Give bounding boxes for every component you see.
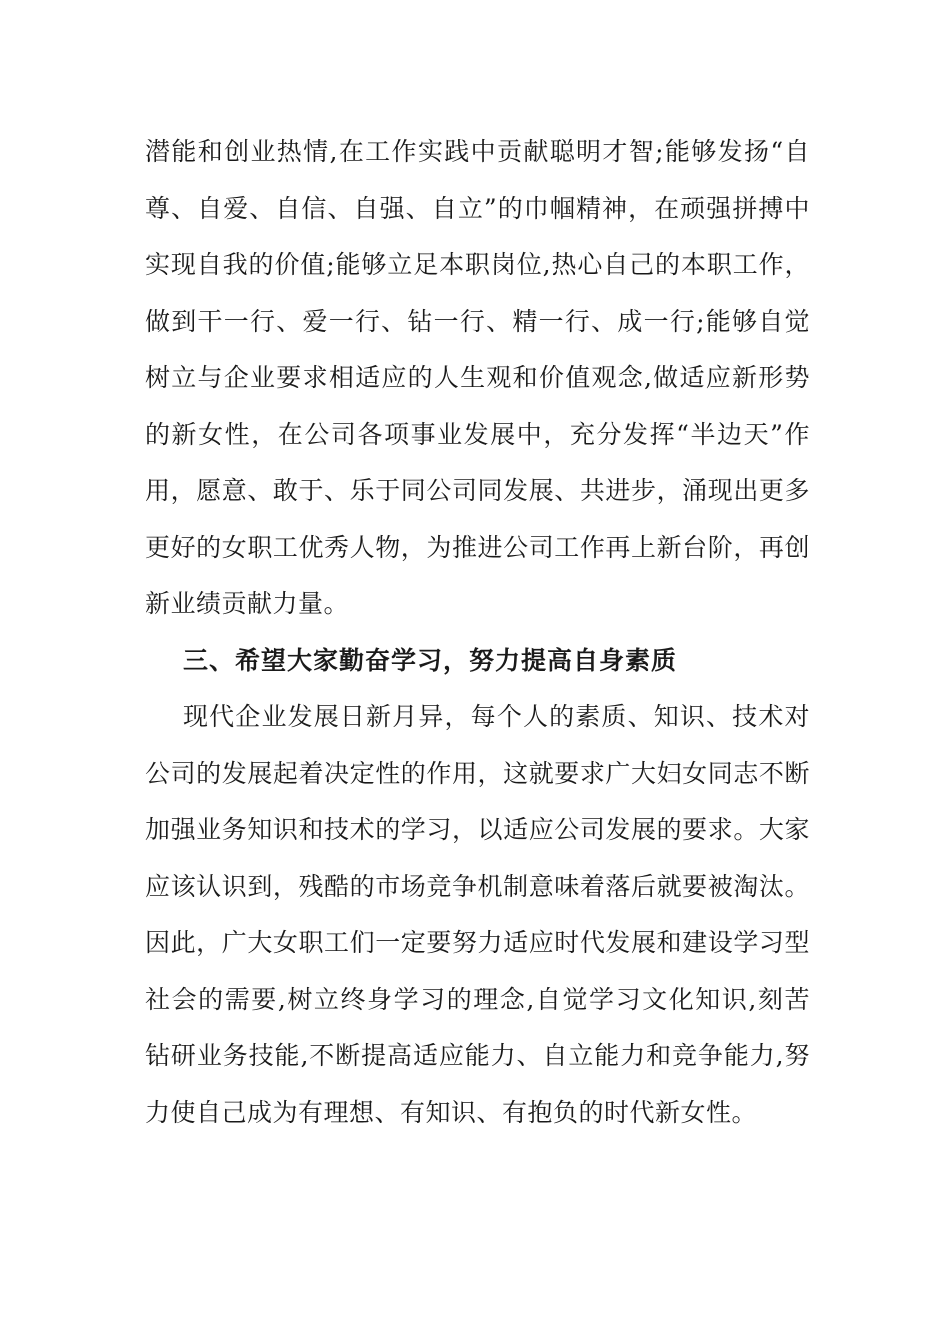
paragraph-1-line-2: 尊、自爱、自信、自强、自立”的巾帼精神，在顽强拼搏中 — [145, 194, 810, 223]
paragraph-1-line-6: 的新女性，在公司各项事业发展中，充分发挥“半边天”作 — [145, 420, 810, 449]
paragraph-1-line-5: 树立与企业要求相适应的人生观和价值观念,做适应新形势 — [145, 363, 810, 392]
paragraph-2-line-2: 公司的发展起着决定性的作用，这就要求广大妇女同志不断 — [145, 759, 810, 788]
paragraph-1-line-7: 用，愿意、敢于、乐于同公司同发展、共进步，涌现出更多 — [145, 476, 810, 505]
paragraph-2-line-1: 现代企业发展日新月异，每个人的素质、知识、技术对 — [183, 702, 810, 731]
section-heading: 三、希望大家勤奋学习，努力提高自身素质 — [183, 646, 678, 675]
paragraph-2-line-5: 因此，广大女职工们一定要努力适应时代发展和建设学习型 — [145, 928, 810, 957]
paragraph-1-line-4: 做到干一行、爱一行、钻一行、精一行、成一行;能够自觉 — [145, 307, 810, 336]
paragraph-1-line-8: 更好的女职工优秀人物，为推进公司工作再上新台阶，再创 — [145, 533, 810, 562]
paragraph-1-line-3: 实现自我的价值;能够立足本职岗位,热心自己的本职工作， — [145, 250, 810, 279]
paragraph-1-line-1: 潜能和创业热情,在工作实践中贡献聪明才智;能够发扬“自 — [145, 137, 810, 166]
paragraph-2-line-4: 应该认识到，残酷的市场竞争机制意味着落后就要被淘汰。 — [145, 872, 810, 901]
paragraph-1-line-9: 新业绩贡献力量。 — [145, 589, 350, 618]
paragraph-2-line-7: 钻研业务技能,不断提高适应能力、自立能力和竞争能力,努 — [145, 1041, 810, 1070]
paragraph-2-line-6: 社会的需要,树立终身学习的理念,自觉学习文化知识,刻苦 — [145, 985, 810, 1014]
paragraph-2-line-8: 力使自己成为有理想、有知识、有抱负的时代新女性。 — [145, 1098, 758, 1127]
paragraph-2-line-3: 加强业务知识和技术的学习，以适应公司发展的要求。大家 — [145, 815, 810, 844]
